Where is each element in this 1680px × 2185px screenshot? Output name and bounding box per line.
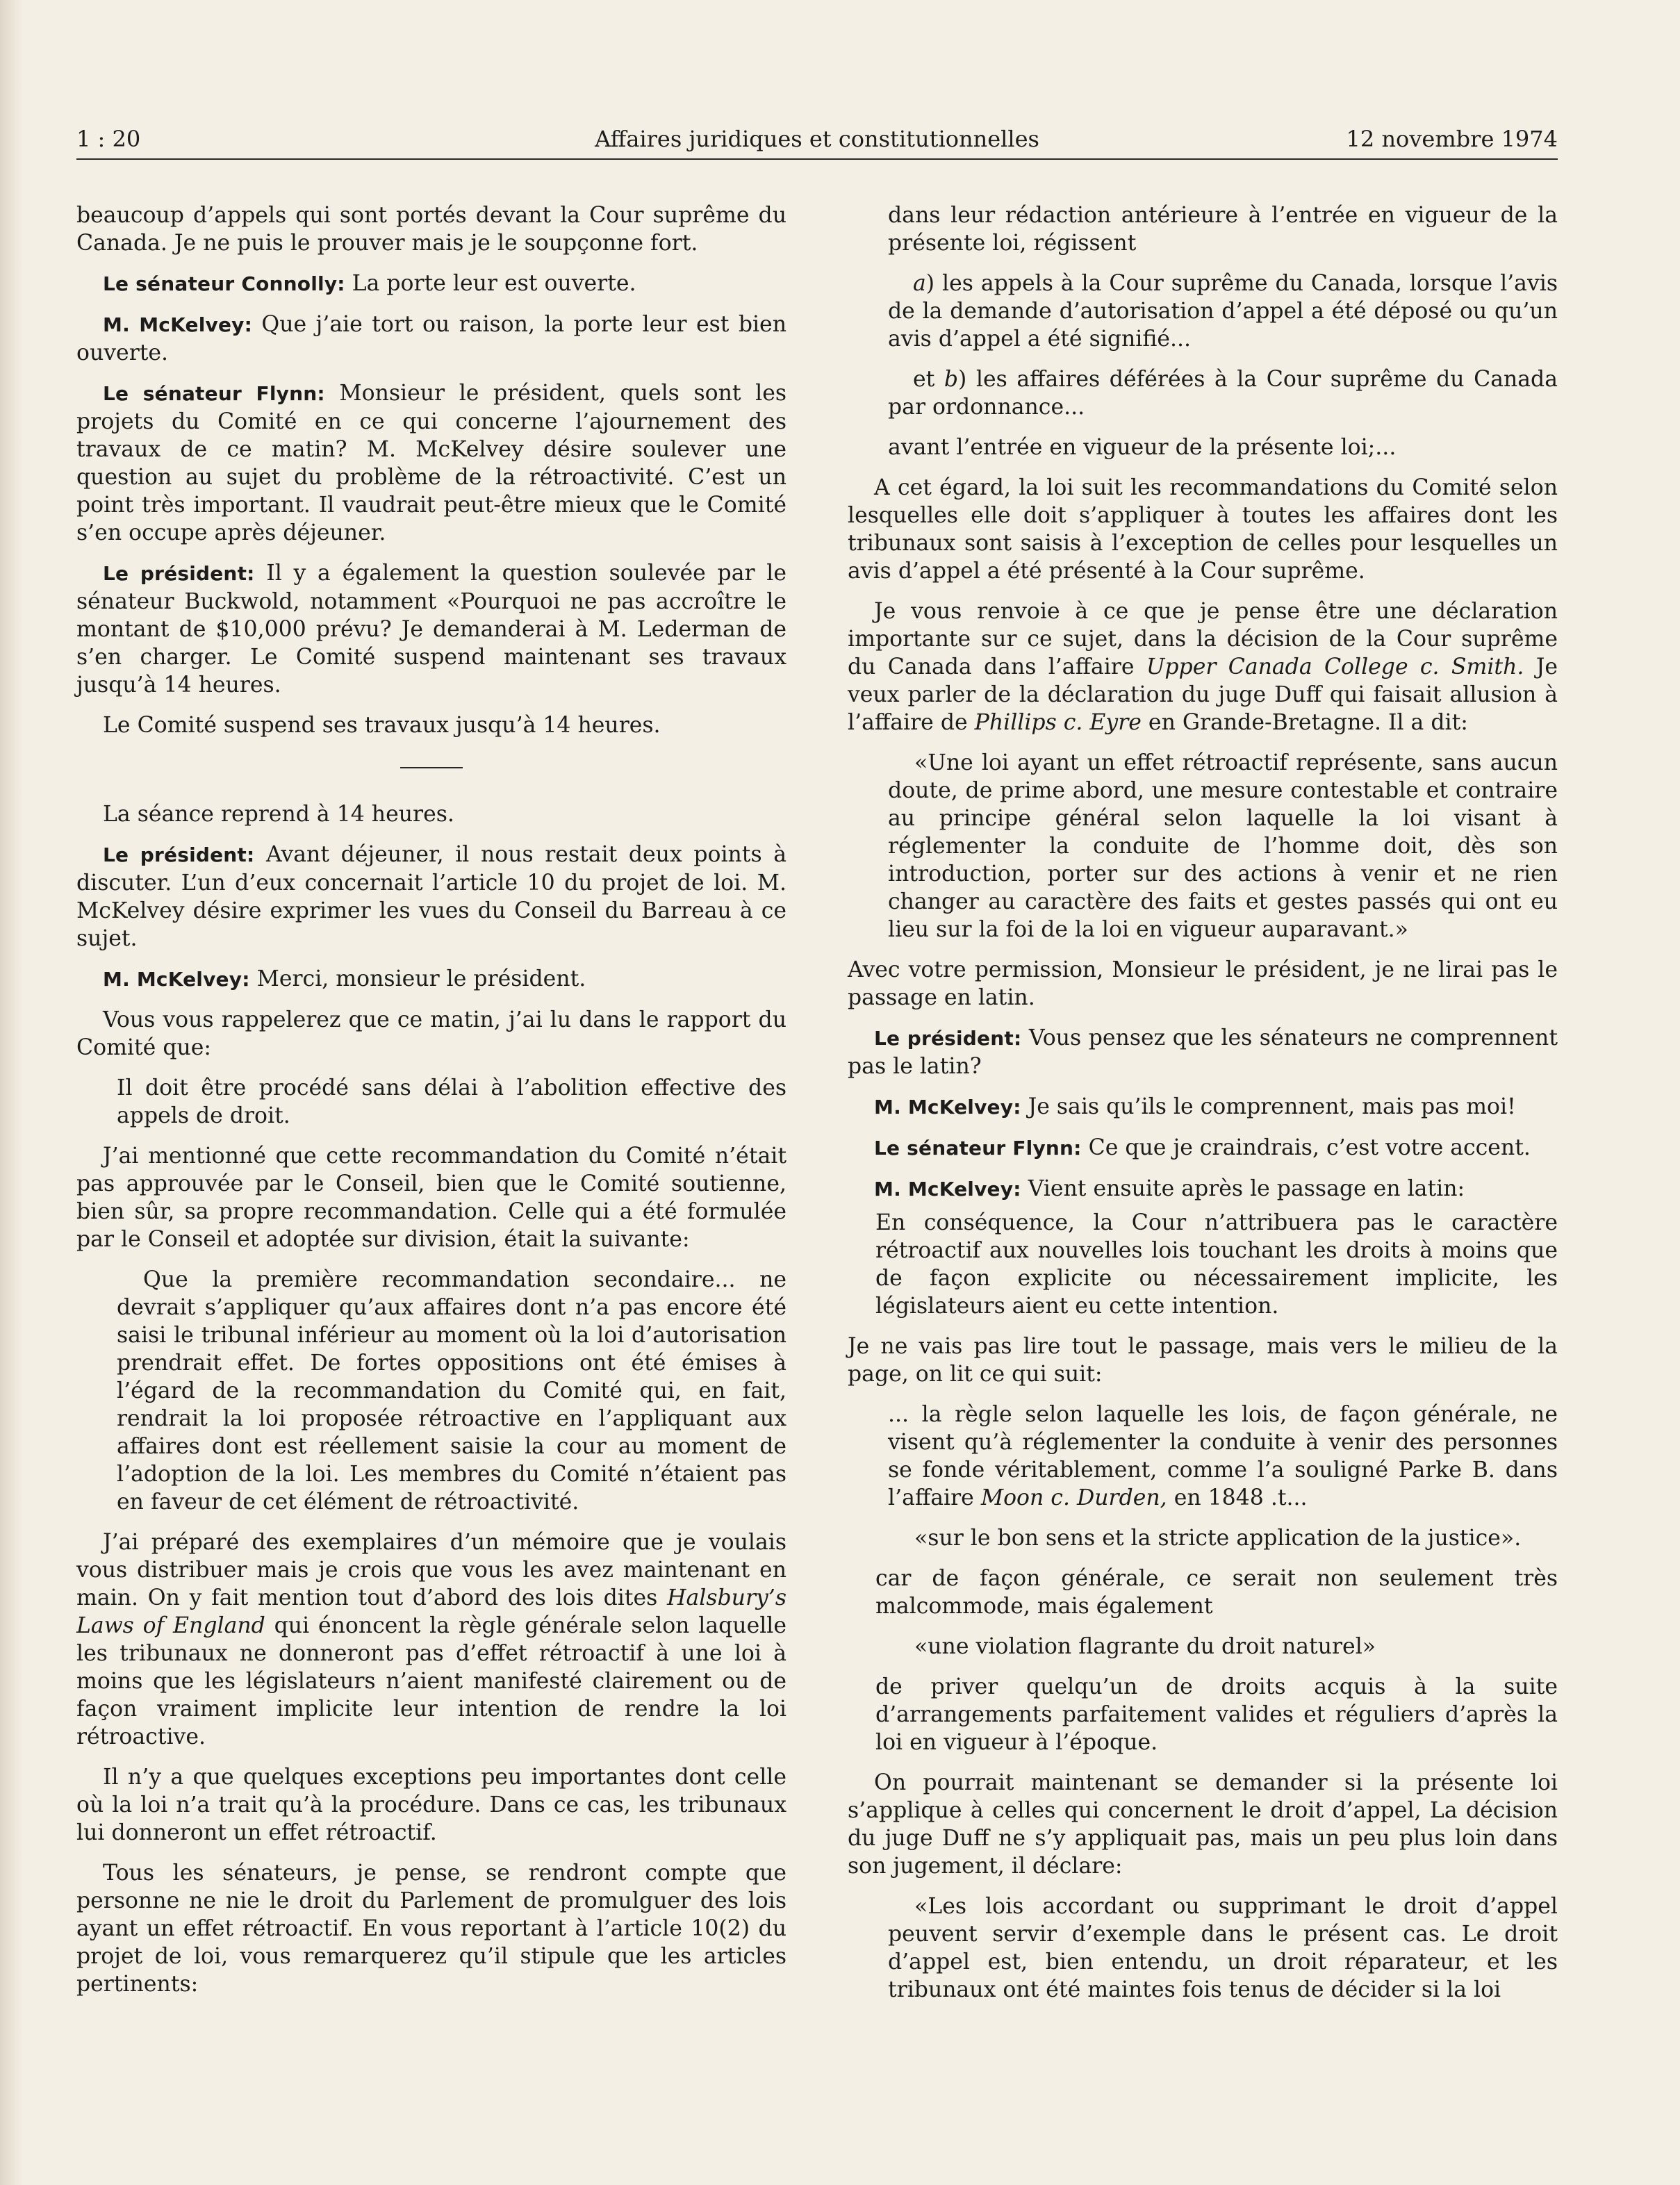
- paragraph: A cet égard, la loi suit les recommandations du Comité selon lesquelles elle doit s’appliquer à toutes les affaires dont les tribunaux sont saisis à l’exception de celles pour lesquelles un avis d’appel a été présenté à la Cour suprême.: [848, 475, 1558, 584]
- paragraph: Le Comité suspend ses travaux jusqu’à 14 heures.: [103, 713, 661, 738]
- paragraph: Avec votre permission, Monsieur le président, je ne lirai pas le passage en latin.: [848, 957, 1558, 1010]
- block-quote: de priver quelqu’un de droits acquis à la suite d’arrangements parfaitement valides et réguliers d’après la loi en vigueur à l’époque.: [875, 1674, 1558, 1755]
- case-name: Upper Canada College c. Smith.: [1146, 654, 1524, 679]
- item-letter: a: [913, 271, 926, 296]
- publication-date: 12 novembre 1974: [1346, 126, 1558, 152]
- section-separator: [400, 767, 463, 768]
- paragraph: Il n’y a que quelques exceptions peu importantes dont celle où la loi n’a trait qu’à la procédure. Dans ce cas, les tribunaux lui donneront un effet rétroactif.: [76, 1765, 787, 1845]
- item-letter: b: [944, 367, 959, 392]
- text-run: en Grande-Bretagne. Il a dit:: [1141, 710, 1468, 735]
- page-edge: [0, 0, 24, 2185]
- paragraph: [76, 965, 787, 993]
- paragraph: Je ne vais pas lire tout le passage, mais vers le milieu de la page, on lit ce qui suit:: [848, 1334, 1558, 1387]
- right-column: [848, 201, 1558, 2050]
- header-rule: [76, 158, 1558, 160]
- speech-text: Que j’aie tort ou raison, la porte leur est bien ouverte.: [76, 312, 787, 365]
- speech-text: Il y a également la question soulevée par le sénateur Buckwold, notamment «Pourquoi ne pas accroître le montant de $10,000 prévu? Je demanderai à M. Lederman de s’en charger. Le Comité suspend maintenant ses travaux jusqu’à 14 heures.: [76, 561, 787, 698]
- case-name: Moon c. Durden,: [980, 1485, 1167, 1510]
- speaker-name: Le sénateur Flynn:: [874, 1137, 1082, 1160]
- paragraph: [848, 1024, 1558, 1080]
- paragraph: [76, 270, 787, 298]
- speaker-name: M. McKelvey:: [103, 968, 250, 991]
- left-column: [76, 201, 787, 2050]
- text-run: Je veux parler de la déclaration du juge Duff qui faisait allusion à l’affaire de: [848, 654, 1558, 735]
- running-head: [76, 119, 1558, 158]
- block-quote: «une violation flagrante du droit naturel»: [914, 1634, 1376, 1659]
- paragraph: Vous vous rappelerez que ce matin, j’ai lu dans le rapport du Comité que:: [76, 1007, 787, 1060]
- text-run: ) les appels à la Cour suprême du Canada, lorsque l’avis de la demande d’autorisation d’appel a été déposé ou qu’un avis d’appel a été signifié...: [888, 271, 1558, 352]
- speech-text: Vient ensuite après le passage en latin:: [1021, 1176, 1465, 1201]
- paragraph: [848, 1134, 1558, 1162]
- speaker-name: M. McKelvey:: [103, 313, 252, 336]
- speech-text: Vous pensez que les sénateurs ne comprennent pas le latin?: [848, 1025, 1558, 1079]
- paragraph: On pourrait maintenant se demander si la présente loi s’applique à celles qui concernent le droit d’appel, La décision du juge Duff ne s’y appliquait pas, mais un peu plus loin dans son jugement, il déclare:: [848, 1770, 1558, 1879]
- speech-text: Merci, monsieur le président.: [249, 966, 586, 991]
- block-quote: Que la première recommandation secondaire... ne devrait s’appliquer qu’aux affaires dont n’a pas encore été saisi le tribunal inférieur au moment où la loi d’autorisation prendrait effet. De fortes oppositions ont été émises à l’égard de la recommandation du Comité qui, en fait, rendrait la loi proposée rétroactive en l’appliquant aux affaires dont est réellement saisie la cour au moment de l’adoption de la loi. Les membres du Comité n’étaient pas en faveur de cet élément de rétroactivité.: [117, 1267, 787, 1515]
- text-run: Je vous renvoie à ce que je pense être une déclaration importante sur ce sujet, dans la décision de la Cour suprême du Canada dans l’affaire: [848, 599, 1558, 679]
- block-quote: [848, 270, 1558, 353]
- block-quote: «Les lois accordant ou supprimant le droit d’appel peuvent servir d’exemple dans le présent cas. Le droit d’appel est, bien entendu, un droit réparateur, et les tribunaux ont été maintes fois tenus de décider si la loi: [888, 1894, 1558, 2002]
- block-quote: car de façon générale, ce serait non seulement très malcommode, mais également: [875, 1566, 1558, 1619]
- paragraph: La séance reprend à 14 heures.: [103, 802, 454, 827]
- speech-text: Ce que je craindrais, c’est votre accent.: [1081, 1135, 1531, 1160]
- block-quote: [848, 1401, 1558, 1512]
- text-run: ... la règle selon laquelle les lois, de façon générale, ne visent qu’à réglementer la conduite à venir des personnes se fonde véritablement, comme l’a souligné Parke B. dans l’affaire: [888, 1402, 1558, 1510]
- paragraph: [848, 1093, 1558, 1121]
- text-run: J’ai préparé des exemplaires d’un mémoire que je voulais vous distribuer mais je crois que vous les avez maintenant en main. On y fait mention tout d’abord des lois dites: [76, 1530, 787, 1610]
- block-quote: dans leur rédaction antérieure à l’entrée en vigueur de la présente loi, régissent: [888, 203, 1558, 256]
- speaker-name: Le président:: [103, 562, 255, 585]
- case-name: Phillips c. Eyre: [974, 710, 1142, 735]
- text-run: en 1848 .t...: [1167, 1485, 1308, 1510]
- block-quote: [848, 365, 1558, 421]
- publication-title: Affaires juridiques et constitutionnelles: [595, 126, 1039, 152]
- paragraph: [848, 1175, 1558, 1203]
- paragraph: beaucoup d’appels qui sont portés devant la Cour suprême du Canada. Je ne puis le prouver mais je le soupçonne fort.: [76, 203, 787, 256]
- block-quote: avant l’entrée en vigueur de la présente loi;...: [888, 435, 1397, 460]
- block-quote: «Une loi ayant un effet rétroactif représente, sans aucun doute, de prime abord, une mesure contestable et contraire au principe général selon laquelle la loi visant à réglementer la conduite de l’homme doit, dès son introduction, porter sur des actions à venir et ne rien changer au caractère des faits et gestes passés qui ont eu lieu sur la foi de la loi en vigueur auparavant.»: [888, 750, 1558, 942]
- speaker-name: Le sénateur Connolly:: [103, 272, 345, 295]
- paragraph: [848, 597, 1558, 736]
- speaker-name: Le président:: [874, 1027, 1022, 1050]
- paragraph: [76, 379, 787, 547]
- text-run: ) les affaires déférées à la Cour suprême du Canada par ordonnance...: [888, 367, 1558, 420]
- speaker-name: M. McKelvey:: [874, 1096, 1021, 1119]
- paragraph: Tous les sénateurs, je pense, se rendront compte que personne ne nie le droit du Parlement de promulguer des lois ayant un effet rétroactif. En vous reportant à l’article 10(2) du projet de loi, vous remarquerez qu’il stipule que les articles pertinents:: [76, 1861, 787, 1997]
- speech-text: La porte leur est ouverte.: [345, 271, 636, 296]
- paragraph: [76, 841, 787, 953]
- paragraph: [76, 1528, 787, 1751]
- paragraph: [76, 311, 787, 367]
- paragraph: [76, 559, 787, 699]
- text-run: et: [913, 367, 944, 392]
- speech-text: Avant déjeuner, il nous restait deux points à discuter. L’un d’eux concernait l’article 10 du projet de loi. M. McKelvey désire exprimer les vues du Conseil du Barreau à ce sujet.: [76, 842, 787, 951]
- speech-text: Monsieur le président, quels sont les projets du Comité en ce qui concerne l’ajournement des travaux de ce matin? M. McKelvey désire soulever une question au sujet du problème de la rétroactivité. C’est un point très important. Il vaudrait peut-être mieux que le Comité s’en occupe après déjeuner.: [76, 381, 787, 545]
- citation-title: Halsbury’s Laws of England: [76, 1585, 787, 1638]
- block-quote: «sur le bon sens et la stricte application de la justice».: [914, 1526, 1522, 1551]
- page-number: 1 : 20: [76, 126, 141, 152]
- block-quote: En conséquence, la Cour n’attribuera pas le caractère rétroactif aux nouvelles lois touchant les droits à moins que de façon explicite ou nécessairement implicite, les législateurs aient eu cette intention.: [875, 1210, 1558, 1319]
- text-run: qui énoncent la règle générale selon laquelle les tribunaux ne donneront pas d’effet rétroactif à une loi à moins que les législateurs n’aient manifesté clairement ou de façon vraiment implicite leur intention de rendre la loi rétroactive.: [76, 1613, 787, 1749]
- speaker-name: Le sénateur Flynn:: [103, 382, 325, 405]
- speaker-name: Le président:: [103, 843, 255, 866]
- paragraph: J’ai mentionné que cette recommandation du Comité n’était pas approuvée par le Conseil, bien que le Comité soutienne, bien sûr, sa propre recommandation. Celle qui a été formulée par le Conseil et adoptée sur division, était la suivante:: [76, 1144, 787, 1252]
- speaker-name: M. McKelvey:: [874, 1178, 1021, 1201]
- speech-text: Je sais qu’ils le comprennent, mais pas moi!: [1021, 1094, 1516, 1119]
- block-quote: Il doit être procédé sans délai à l’abolition effective des appels de droit.: [117, 1075, 787, 1128]
